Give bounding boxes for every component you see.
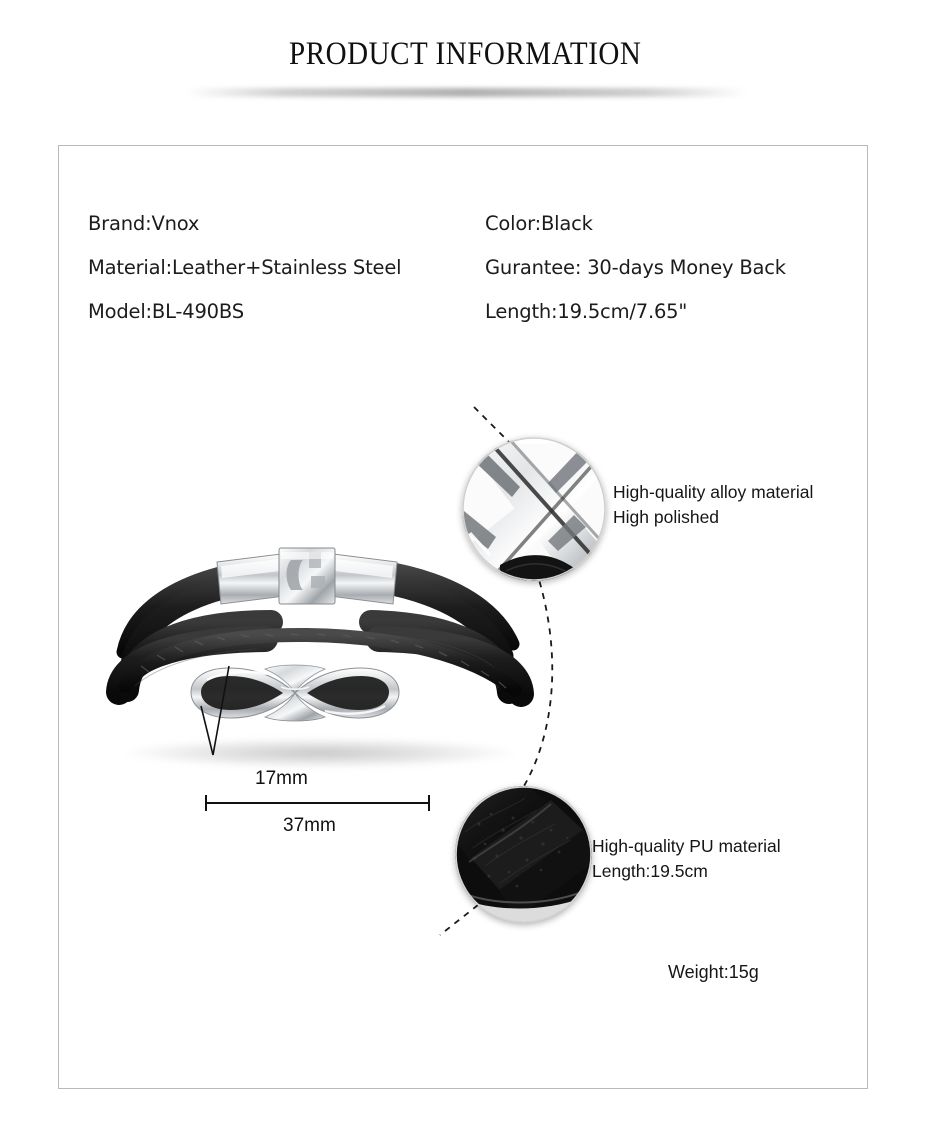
page-title: PRODUCT INFORMATION [288,36,642,72]
dimension-bar-cap-left [205,795,207,811]
spec-brand: Brand:Vnox [88,212,200,235]
detail-circle-alloy [462,437,606,581]
dimension-label-17mm: 17mm [255,768,308,789]
callout-alloy [613,480,813,530]
dimension-label-37mm: 37mm [283,815,336,836]
bracelet-illustration [95,540,555,800]
alloy-closeup-image [462,437,606,581]
spec-model: Model:BL-490BS [88,300,244,323]
dimension-bar-axis [205,802,430,804]
spec-column-right [485,202,845,334]
clasp [217,548,397,604]
pu-leather-closeup-image [455,786,592,923]
infinity-charm [191,665,399,721]
spec-guarantee: Gurantee: 30-days Money Back [485,256,786,279]
callout-pu-line-2: Length:19.5cm [592,861,708,881]
callout-pu-line-1: High-quality PU material [592,836,781,856]
callout-alloy-line-2: High polished [613,507,720,527]
page-title-wrap [0,38,930,71]
detail-circle-pu-leather [455,786,592,923]
spec-column-left [88,202,483,334]
weight-label: Weight:15g [668,962,759,982]
dimension-bar-37mm [205,795,430,811]
dimension-bar-cap-right [428,795,430,811]
spec-length: Length:19.5cm/7.65" [485,300,688,323]
callout-alloy-line-1: High-quality alloy material [613,482,814,502]
product-photo [95,540,555,836]
spec-material: Material:Leather+Stainless Steel [88,256,402,279]
title-divider [186,88,746,97]
spec-color: Color:Black [485,212,593,235]
callout-pu [592,834,781,884]
